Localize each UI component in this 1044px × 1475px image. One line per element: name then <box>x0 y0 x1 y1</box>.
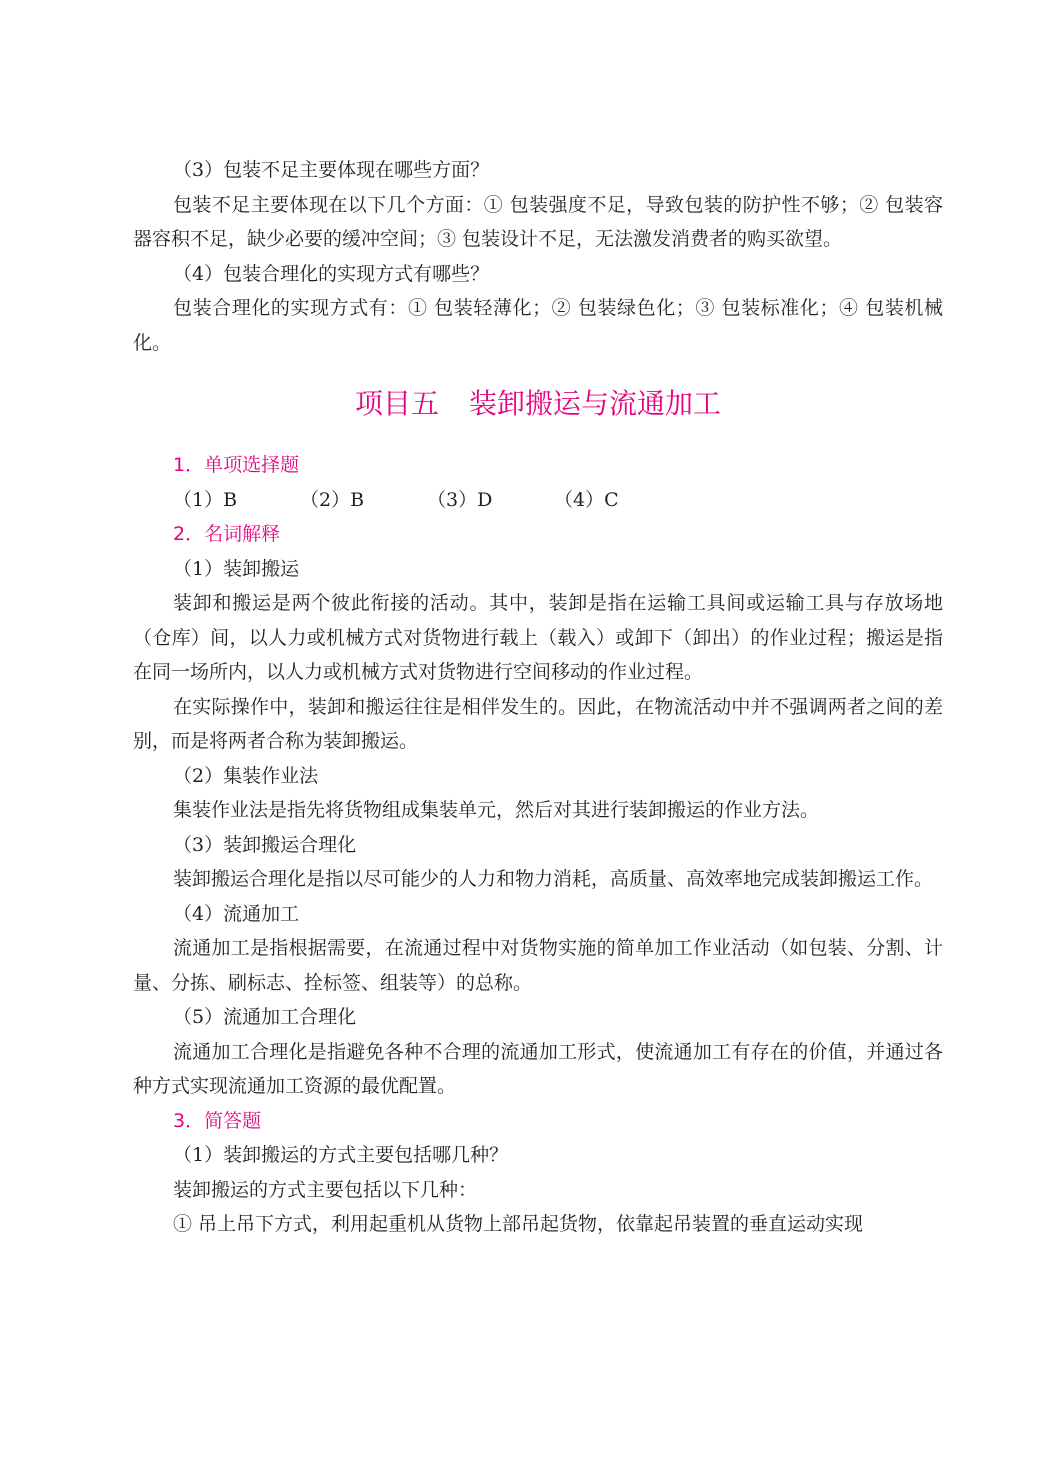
answer-item: （4）C <box>554 488 619 511</box>
project-number: 项目五 <box>354 387 439 420</box>
term-definition: 集装作业法是指先将货物组成集装单元，然后对其进行装卸搬运的作业方法。 <box>173 799 820 821</box>
page-content <box>133 153 943 1242</box>
section-heading-short-answer: 3．简答题 <box>173 1109 262 1132</box>
term-title: （4）流通加工 <box>173 902 300 925</box>
answer-4: 包装合理化的实现方式有：① 包装轻薄化；② 包装绿色化；③ 包装标准化；④ 包装机械化。 <box>133 297 943 354</box>
short-answer-intro: 装卸搬运的方式主要包括以下几种： <box>173 1178 478 1201</box>
question-3: （3）包装不足主要体现在哪些方面？ <box>173 159 490 181</box>
term-title: （1）装卸搬运 <box>173 557 300 580</box>
term-definition: 流通加工是指根据需要，在流通过程中对货物实施的简单加工作业活动（如包装、分割、计量、分拣、刷标志、拴标签、组装等）的总称。 <box>133 937 943 994</box>
term-definition: 流通加工合理化是指避免各种不合理的流通加工形式，使流通加工有存在的价值，并通过各种方式实现流通加工资源的最优配置。 <box>133 1040 943 1097</box>
term-title: （2）集装作业法 <box>173 764 319 787</box>
answer-3: 包装不足主要体现在以下几个方面：① 包装强度不足，导致包装的防护性不够；② 包装容器容积不足，缺少必要的缓冲空间；③ 包装设计不足，无法激发消费者的购买欲望。 <box>133 193 943 250</box>
term-definition: 在实际操作中，装卸和搬运往往是相伴发生的。因此，在物流活动中并不强调两者之间的差别，而是将两者合称为装卸搬运。 <box>133 695 943 752</box>
term-title: （5）流通加工合理化 <box>173 1006 357 1028</box>
answer-item: （1）B <box>173 488 238 511</box>
answer-item: （2）B <box>300 488 365 511</box>
term-definition: 装卸和搬运是两个彼此衔接的活动。其中，装卸是指在运输工具间或运输工具与存放场地（仓库）间，以人力或机械方式对货物进行载上（载入）或卸下（卸出）的作业过程；搬运是指在同一场所内，以人力或机械方式对货物进行空间移动的作业过程。 <box>133 592 943 683</box>
section-heading-single-choice: 1．单项选择题 <box>173 454 300 476</box>
term-title: （3）装卸搬运合理化 <box>173 833 357 856</box>
answer-item: （3）D <box>427 488 493 511</box>
project-title <box>133 374 943 434</box>
section-heading-terms: 2．名词解释 <box>173 523 281 545</box>
term-definition: 装卸搬运合理化是指以尽可能少的人力和物力消耗，高质量、高效率地完成装卸搬运工作。 <box>173 868 934 890</box>
short-question: （1）装卸搬运的方式主要包括哪几种？ <box>173 1144 509 1166</box>
answer-row <box>133 483 943 518</box>
project-name: 装卸搬运与流通加工 <box>469 387 722 420</box>
question-4: （4）包装合理化的实现方式有哪些？ <box>173 262 490 285</box>
short-answer-item: ① 吊上吊下方式，利用起重机从货物上部吊起货物，依靠起吊装置的垂直运动实现 <box>173 1213 864 1235</box>
